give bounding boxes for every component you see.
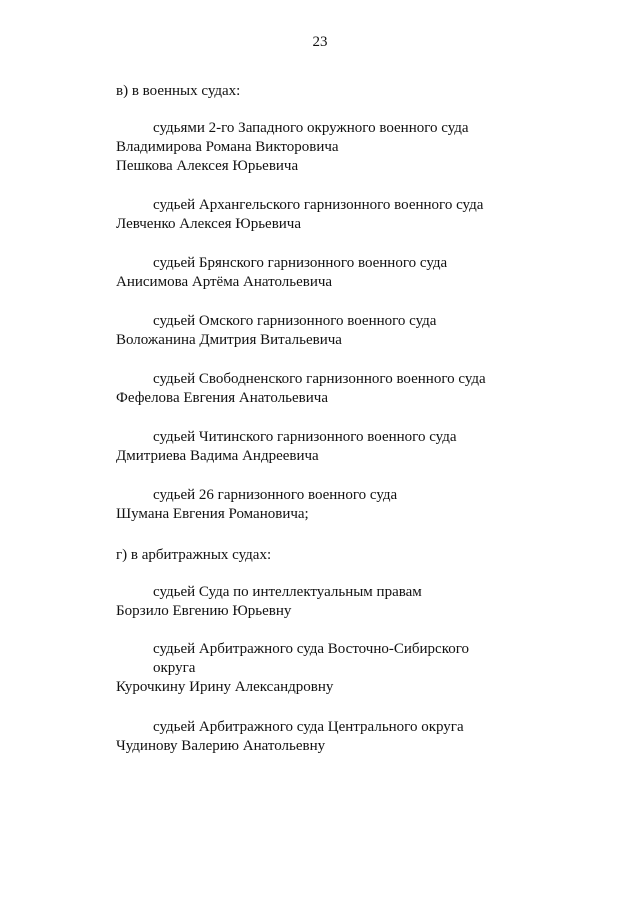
judge-name: Анисимова Артёма Анатольевича <box>116 274 333 290</box>
court-title: судьей Суда по интеллектуальным правам <box>153 584 422 600</box>
appointment-entry <box>116 196 536 234</box>
court-title: судьей Арбитражного суда Восточно-Сибирского <box>153 641 470 657</box>
appointment-entry <box>116 370 536 408</box>
appointment-entry <box>116 640 536 697</box>
court-title: судьей 26 гарнизонного военного суда <box>153 487 398 503</box>
appointment-entry <box>116 428 536 466</box>
appointment-entry <box>116 119 536 176</box>
court-title-continuation: округа <box>153 660 196 676</box>
appointment-entry <box>116 486 536 524</box>
appointment-entry <box>116 583 536 621</box>
court-title: судьями 2-го Западного окружного военного суда <box>153 120 469 136</box>
court-title: судьей Арбитражного суда Центрального округа <box>153 719 464 735</box>
appointment-entry <box>116 254 536 292</box>
court-title: судьей Свободненского гарнизонного военного суда <box>153 371 486 387</box>
judge-name: Борзило Евгению Юрьевну <box>116 603 292 619</box>
judge-name: Пешкова Алексея Юрьевича <box>116 158 299 174</box>
judge-name: Шумана Евгения Романовича; <box>116 506 309 522</box>
court-title: судьей Омского гарнизонного военного суда <box>153 313 437 329</box>
court-title: судьей Читинского гарнизонного военного суда <box>153 429 457 445</box>
page-number: 23 <box>312 34 328 50</box>
appointment-entry <box>116 718 536 756</box>
judge-name: Дмитриева Вадима Андреевича <box>116 448 319 464</box>
court-title: судьей Архангельского гарнизонного военного суда <box>153 197 484 213</box>
judge-name: Чудинову Валерию Анатольевну <box>116 738 326 754</box>
section-heading-arbitration-courts: г) в арбитражных судах: <box>116 547 272 563</box>
section-heading-military-courts: в) в военных судах: <box>116 83 241 99</box>
judge-name: Курочкину Ирину Александровну <box>116 679 334 695</box>
court-title: судьей Брянского гарнизонного военного суда <box>153 255 448 271</box>
judge-name: Фефелова Евгения Анатольевича <box>116 390 328 406</box>
appointment-entry <box>116 312 536 350</box>
judge-name: Левченко Алексея Юрьевича <box>116 216 302 232</box>
judge-name: Воложанина Дмитрия Витальевича <box>116 332 342 348</box>
judge-name: Владимирова Романа Викторовича <box>116 139 339 155</box>
